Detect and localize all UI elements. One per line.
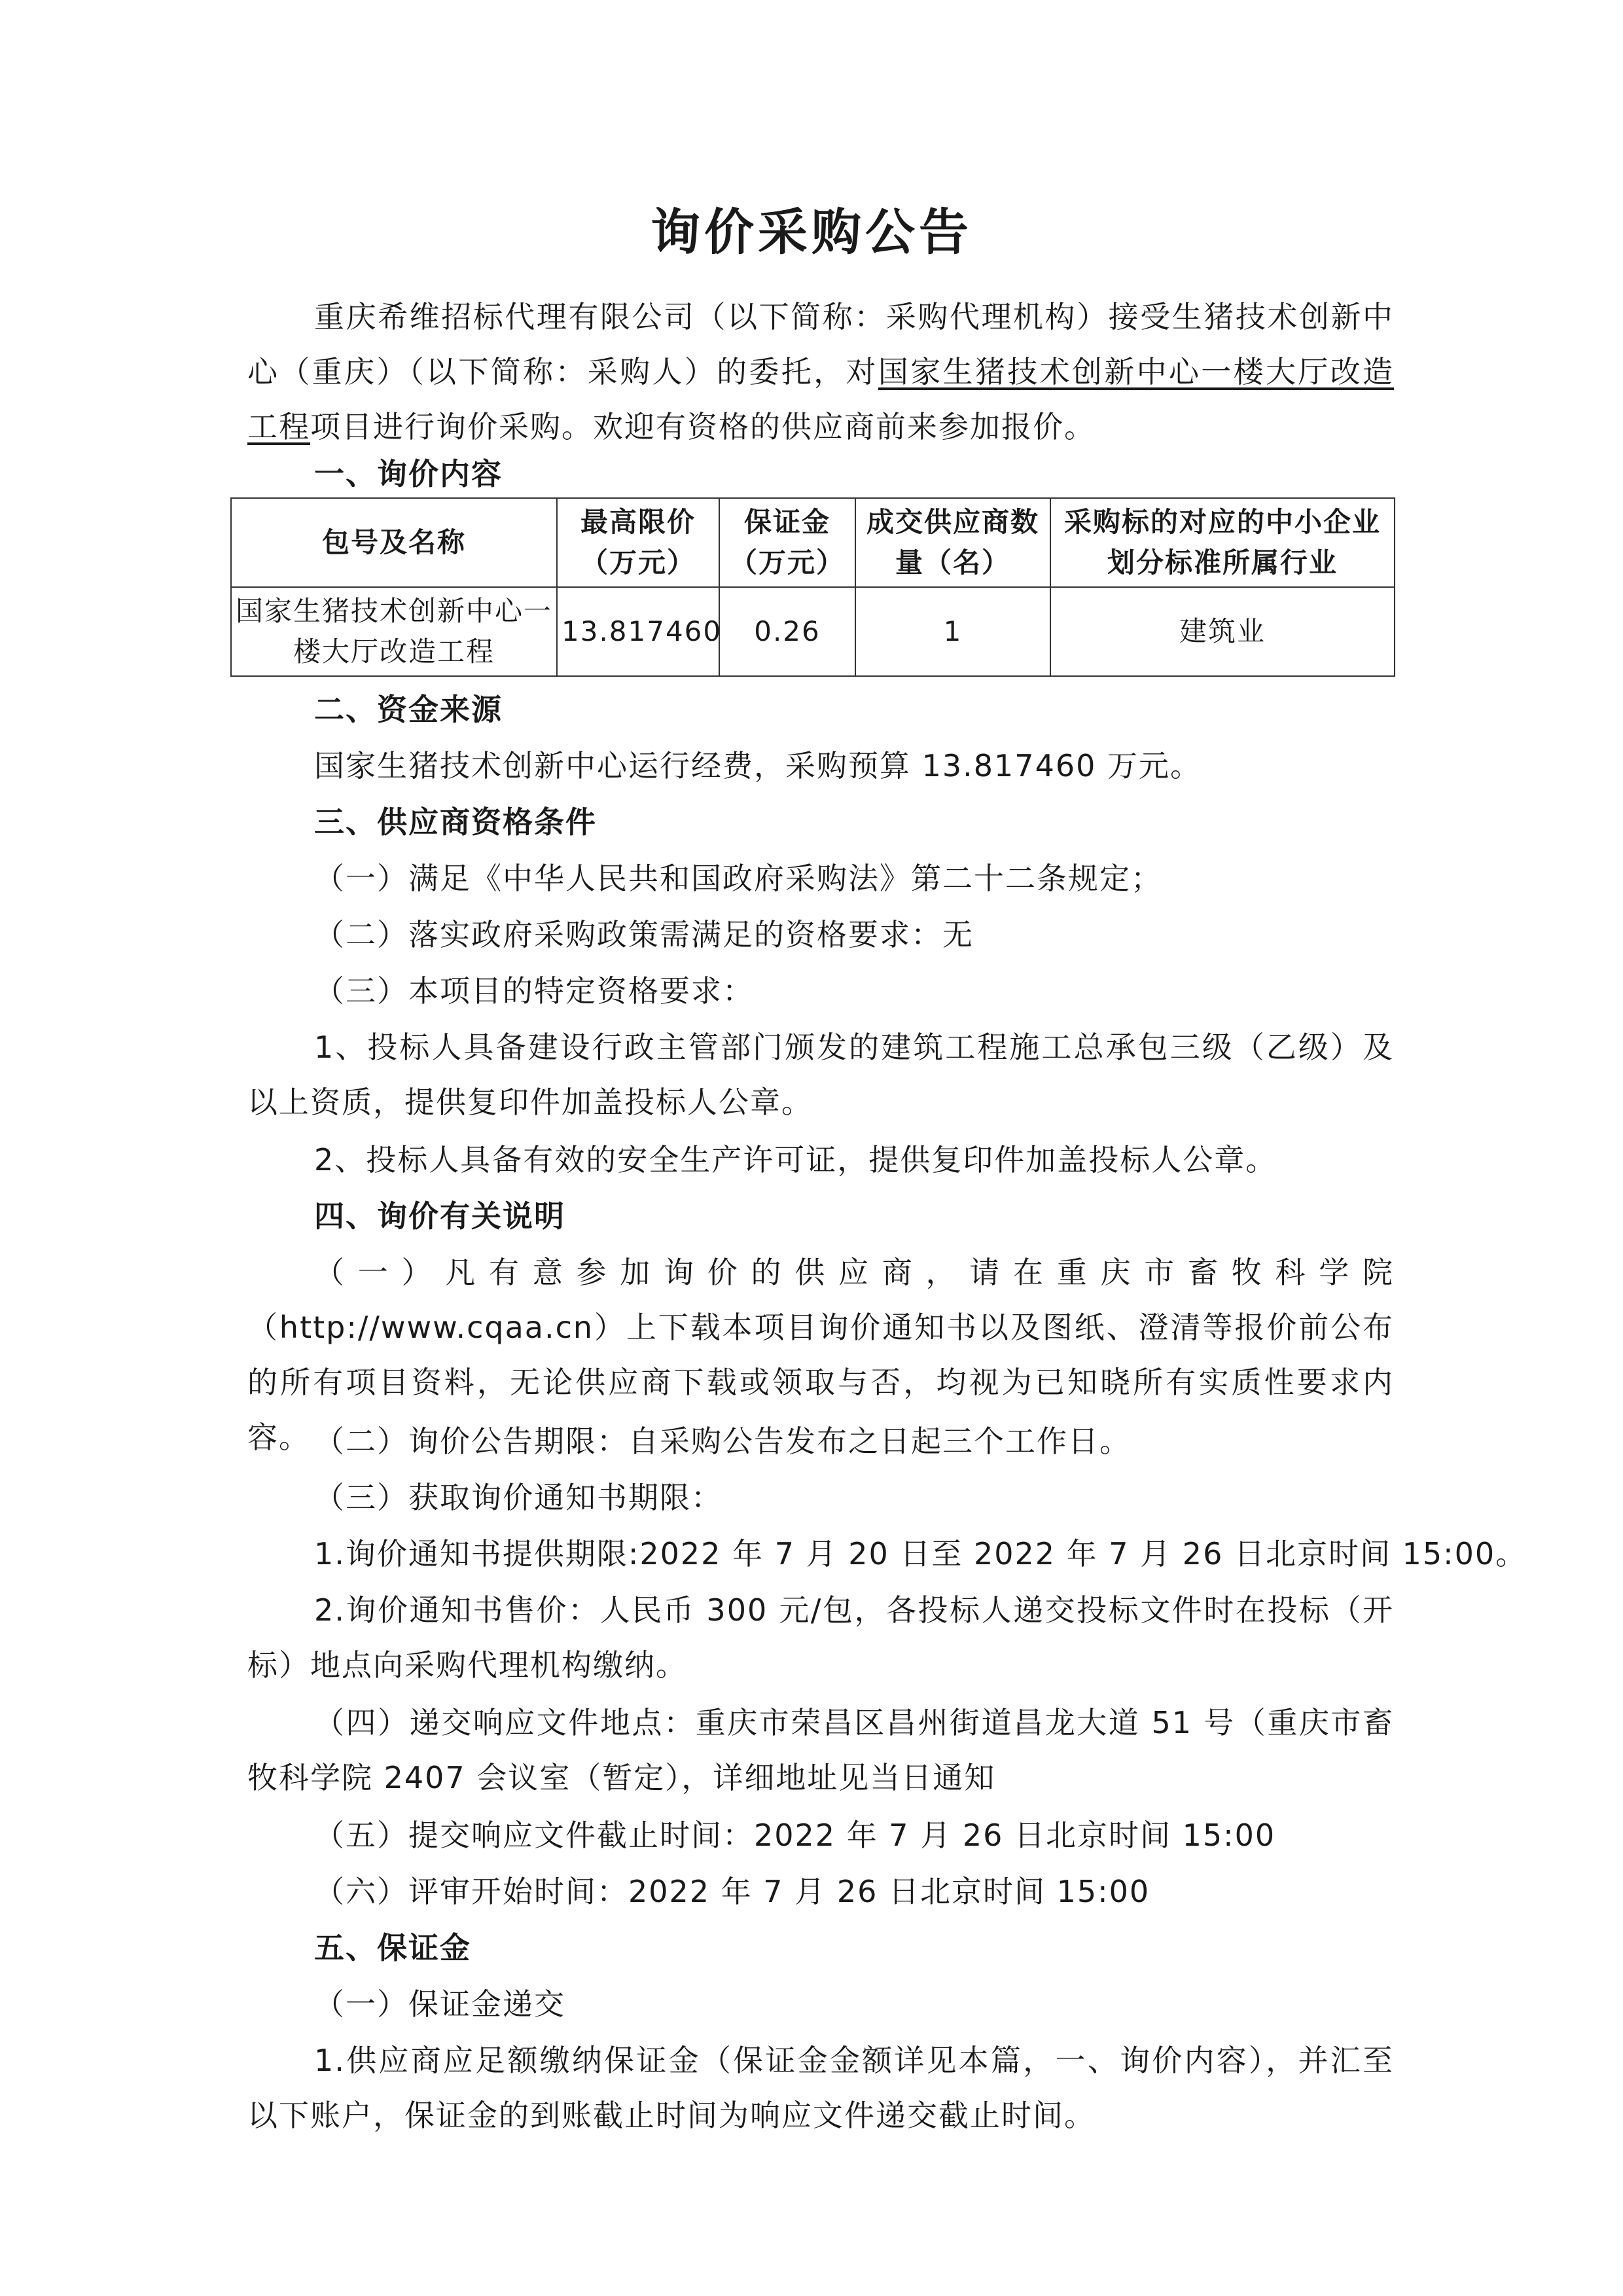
- qualification-item-3: （三）本项目的特定资格要求：: [314, 973, 754, 1009]
- funding-source-text: 国家生猪技术创新中心运行经费，采购预算 13.817460 万元。: [314, 748, 1202, 783]
- section-4-heading: 四、询价有关说明: [314, 1198, 565, 1234]
- header-supplier-count: 成交供应商数量（名）: [855, 498, 1050, 587]
- project-name: 国家生猪技术创新中心一楼大厅改造工程: [247, 354, 1395, 444]
- qualification-requirement-1: 1、投标人具备建设行政主管部门颁发的建筑工程施工总承包三级（乙级）及以上资质，提供复印件加盖投标人公章。: [247, 1030, 1394, 1120]
- notice-sub-2: 2.询价通知书售价：人民币 300 元/包，各投标人递交投标文件时在投标（开标）地点向采购代理机构缴纳。: [247, 1592, 1394, 1683]
- table-row: [231, 587, 1395, 676]
- cell-deposit: 0.26: [719, 587, 855, 676]
- deposit-sub-1: 1.供应商应足额缴纳保证金（保证金金额详见本篇，一、询价内容），并汇至以下账户，保证金的到账截止时间为响应文件递交截止时间。: [247, 2043, 1394, 2133]
- notice-item-5: （五）提交响应文件截止时间：2022 年 7 月 26 日北京时间 15:00: [314, 1818, 1276, 1853]
- notice-item-2: （二）询价公告期限：自采购公告发布之日起三个工作日。: [314, 1424, 1131, 1459]
- document-title: 询价采购公告: [651, 203, 972, 261]
- cell-supplier-count: 1: [855, 587, 1050, 676]
- header-max-price: 最高限价（万元）: [557, 498, 719, 587]
- qualification-item-1: （一）满足《中华人民共和国政府采购法》第二十二条规定；: [314, 861, 1162, 896]
- intro-paragraph: [247, 289, 1394, 454]
- intro-text-before: 重庆希维招标代理有限公司（以下简称：采购代理机构）接受生猪技术创新中心（重庆）（以下简称：采购人）的委托，对: [247, 299, 1394, 389]
- qualification-item-2: （二）落实政府采购政策需满足的资格要求：无: [314, 917, 974, 952]
- section-3-heading: 三、供应商资格条件: [314, 804, 597, 840]
- cell-max-price: 13.817460: [557, 587, 719, 676]
- qualification-requirement-2: 2、投标人具备有效的安全生产许可证，提供复印件加盖投标人公章。: [314, 1142, 1277, 1177]
- notice-item-4: （四）递交响应文件地点：重庆市荣昌区昌州街道昌龙大道 51 号（重庆市畜牧科学院 2407 会议室（暂定），详细地址见当日通知: [247, 1705, 1394, 1795]
- notice-sub-1: 1.询价通知书提供期限:2022 年 7 月 20 日至 2022 年 7 月 26 日北京时间 15:00。: [314, 1536, 1527, 1571]
- table-header-row: [231, 498, 1395, 587]
- notice-item-3: （三）获取询价通知书期限：: [314, 1480, 722, 1515]
- inquiry-content-table: [230, 497, 1395, 677]
- header-industry: 采购标的对应的中小企业划分标准所属行业: [1050, 498, 1395, 587]
- cell-industry: 建筑业: [1050, 587, 1395, 676]
- cell-package-name: 国家生猪技术创新中心一楼大厅改造工程: [231, 587, 557, 676]
- intro-text-after: 项目进行询价采购。欢迎有资格的供应商前来参加报价。: [310, 409, 1096, 444]
- notice-item-1: （一）凡有意参加询价的供应商，请在重庆市畜牧科学院（http://www.cqaa.cn）上下载本项目询价通知书以及图纸、澄清等报价前公布的所有项目资料，无论供应商下载或领取与否，均视为已知晓所有实质性要求内容。: [247, 1255, 1394, 1455]
- section-1-heading: 一、询价内容: [314, 456, 503, 492]
- header-package-name: 包号及名称: [231, 498, 557, 587]
- section-2-heading: 二、资金来源: [314, 692, 503, 727]
- header-deposit: 保证金（万元）: [719, 498, 855, 587]
- section-5-heading: 五、保证金: [314, 1930, 471, 1965]
- notice-item-6: （六）评审开始时间：2022 年 7 月 26 日北京时间 15:00: [314, 1874, 1150, 1909]
- deposit-item-1: （一）保证金递交: [314, 1986, 565, 2022]
